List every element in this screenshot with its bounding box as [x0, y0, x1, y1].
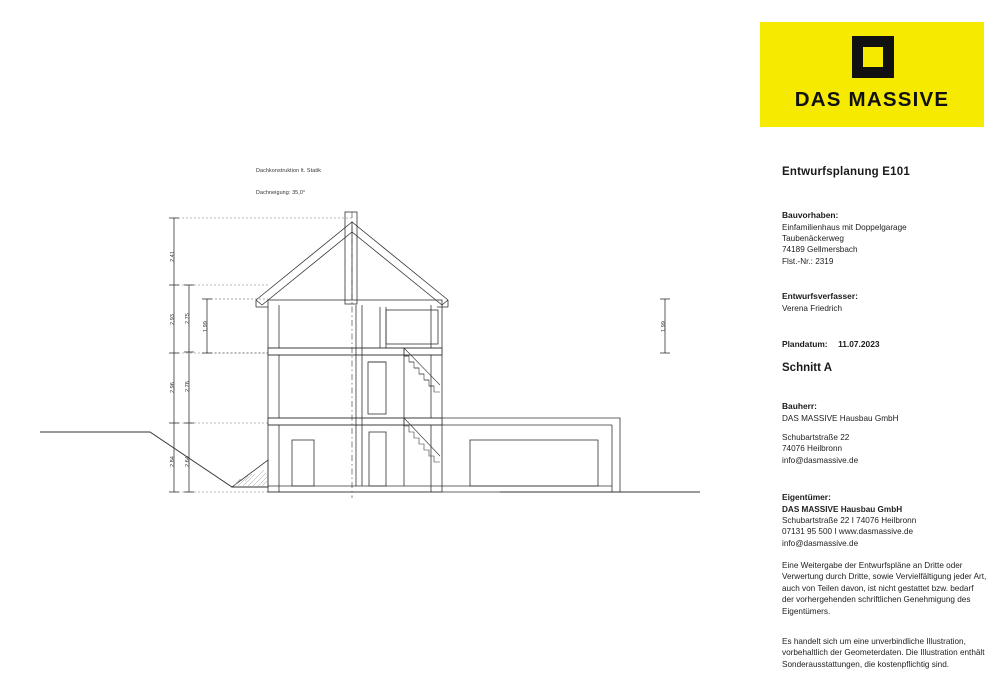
brand-name: DAS MASSIVE — [794, 88, 950, 111]
plandatum-value: 11.07.2023 — [838, 339, 880, 349]
square-logo-inner-icon — [863, 47, 883, 67]
bauherr-line-3: Schubartstraße 22 — [782, 433, 850, 443]
eigentuemer-line-2: Schubartstraße 22 I 74076 Heilbronn — [782, 516, 917, 526]
bauvorhaben-label: Bauvorhaben: — [782, 210, 839, 220]
note-dachkonstruktion: Dachkonstruktion lt. Statik — [256, 168, 322, 174]
sheet-name-block — [782, 362, 987, 374]
eigentuemer-line-1: DAS MASSIVE Hausbau GmbH — [782, 505, 903, 514]
dim-left-1: 2,41 — [170, 251, 176, 262]
bauvorhaben-line-1: Einfamilienhaus mit Doppelgarage — [782, 223, 907, 232]
eigentuemer-line-4: info@dasmassive.de — [782, 538, 859, 548]
disclaimer-illustration-text: Es handelt sich um eine unverbindliche Illustration, vorbehaltlich der Geometerdaten. Die Illustration enthält Sonderausstattungen, die kostenpflichtig sind. — [782, 637, 985, 669]
entwurfsverfasser-block — [782, 291, 987, 314]
eigentuemer-label: Eigentümer: — [782, 492, 831, 502]
dim-left-4: 2,84 — [170, 456, 176, 467]
square-logo-icon — [852, 36, 894, 78]
sheet-name: Schnitt A — [782, 362, 833, 374]
bauherr-line-1: DAS MASSIVE Hausbau GmbH — [782, 414, 899, 423]
dim-inner-3: 2,64 — [185, 456, 191, 467]
bauherr-line-5: info@dasmassive.de — [782, 455, 859, 465]
plandatum-label: Plandatum: — [782, 339, 828, 349]
plan-title: Entwurfsplanung E101 — [782, 166, 910, 178]
bauherr-block — [782, 401, 987, 466]
disclaimer-copyright-text: Eine Weitergabe der Entwurfspläne an Dritte oder Verwertung durch Dritte, sowie Vervielfältigung jeder Art, auch von Teilen davon, ist nicht gestattet bzw. bedarf der vorhergehenden schriftlichen Genehmigung des Eigentümers. — [782, 561, 987, 616]
bauvorhaben-line-2: Taubenäckerweg — [782, 234, 844, 244]
eigentuemer-line-3: 07131 95 500 I www.dasmassive.de — [782, 527, 914, 537]
note-dachneigung: Dachneigung: 35,0° — [256, 190, 306, 196]
disclaimer-illustration — [782, 636, 987, 670]
dim-mid-1: 1,99 — [203, 321, 209, 332]
dim-inner-1: 2,75 — [185, 313, 191, 324]
entwurfsverfasser-label: Entwurfsverfasser: — [782, 291, 858, 301]
bauvorhaben-line-3: 74189 Gellmersbach — [782, 245, 858, 255]
bauherr-line-4: 74076 Heilbronn — [782, 444, 843, 454]
dim-right-1: 1,99 — [661, 321, 667, 332]
bauvorhaben-line-4: Flst.-Nr.: 2319 — [782, 256, 834, 266]
plandatum-block — [782, 334, 987, 352]
bauherr-label: Bauherr: — [782, 401, 817, 411]
brand-logo — [760, 22, 984, 127]
disclaimer-copyright — [782, 560, 987, 617]
dim-left-2: 2,93 — [170, 314, 176, 325]
dim-left-3: 2,96 — [170, 382, 176, 393]
dim-inner-2: 2,76 — [185, 381, 191, 392]
title-block-panel — [760, 0, 1000, 695]
eigentuemer-block — [782, 492, 987, 549]
bauherr-spacer — [782, 424, 987, 432]
entwurfsverfasser-line-1: Verena Friedrich — [782, 304, 843, 313]
bauvorhaben-block — [782, 210, 987, 267]
